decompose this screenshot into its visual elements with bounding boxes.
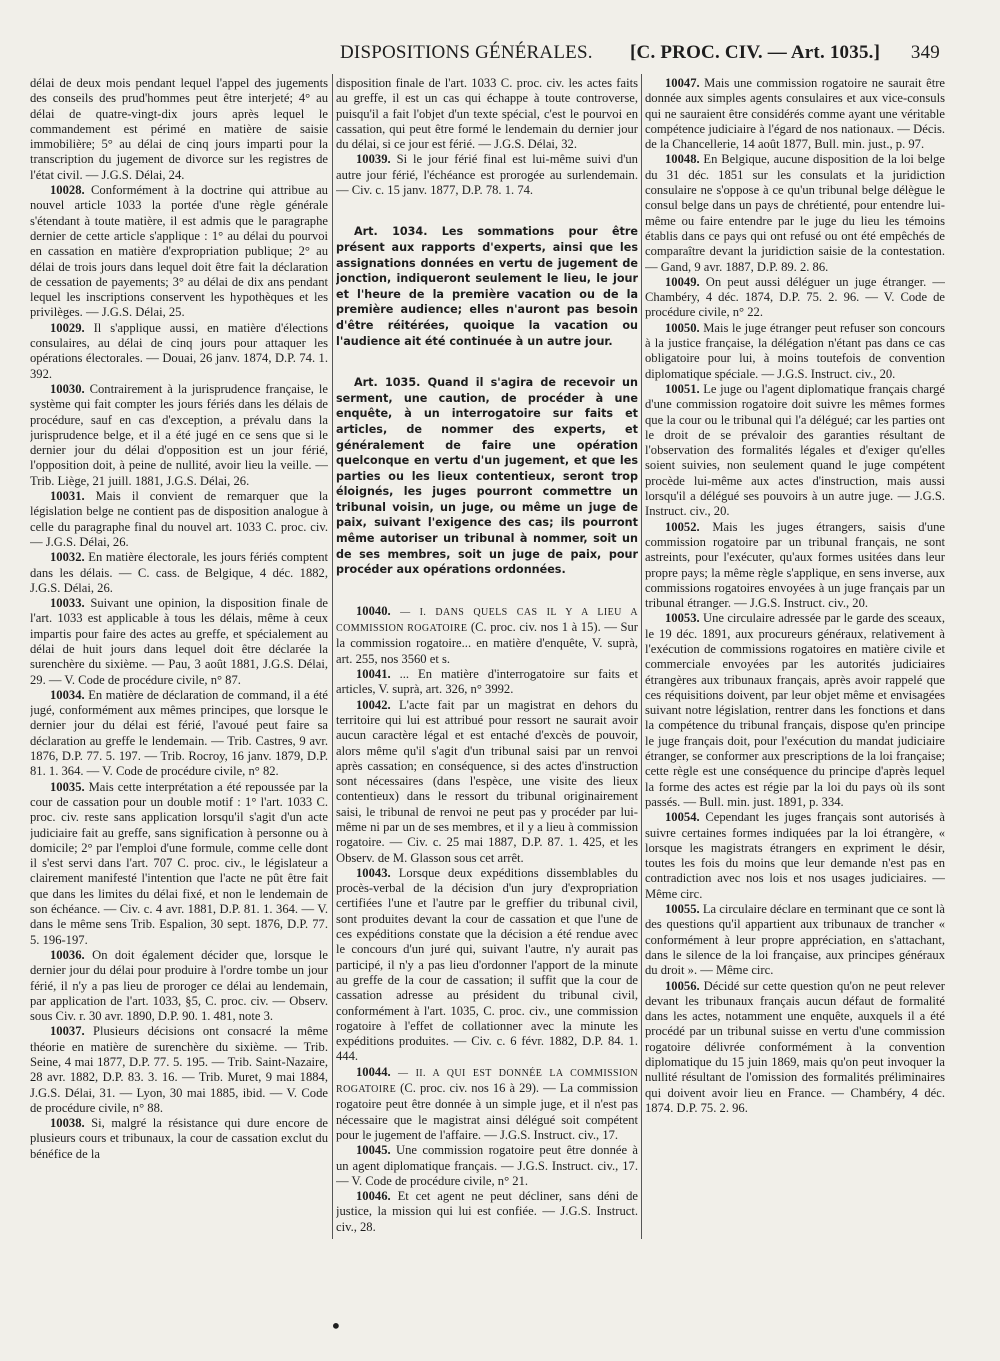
paragraph [336, 76, 638, 152]
paragraph [30, 688, 328, 780]
column-left [30, 76, 328, 1346]
paragraph [336, 866, 638, 1065]
paragraph-number: 10050. [665, 320, 700, 335]
paragraph-number: 10042. [356, 697, 391, 712]
paragraph-number: 10047. [665, 76, 700, 90]
paragraph-text: Décidé sur cette question qu'on ne peut relever devant les tribunaux français aucun défaut de formalité dans les actes, notamment une enquête, auxquels il a été procédé par un tribunal suisse en vertu d'une commission rogatoire délivrée conformément à la convention diplomatique du 15 juin 1869, mais qu'on peut invoquer la nullité résultant de l'omission des formalités préliminaires qui doivent avoir lieu en France. — Chambéry, 4 déc. 1874. D.P. 75. 2. 96. [645, 978, 945, 1115]
section-heading: — I. DANS QUELS CAS IL Y A LIEU A COMMISSION ROGATOIRE [336, 606, 638, 635]
paragraph [336, 1065, 638, 1143]
page-header [340, 38, 940, 68]
column-middle-top [336, 76, 638, 198]
paragraph-number: 10055. [665, 902, 700, 917]
paragraph-text: L'acte fait par un magistrat en dehors du territoire qui lui est attribué pour ressort ne saurait avoir aucun caractère légal et est entaché d'excès de pouvoir, alors même qu'il s'agit d'un tribunal saisi par un renvoi après cassation; en conséquence, si des actes d'instruction sont nécessaires (dans l'espèce, une visite des lieux contentieux) dans le ressort du tribunal originairement saisi, le tribunal de renvoi ne peut pas y procéder par lui-même ni par un de ses membres, et il y a lieu à commission rogatoire. — Civ. c. 25 mai 1887, D.P. 87. 1. 425, et les Observ. de M. Glasson sous cet arrêt. [336, 697, 638, 865]
paragraph [30, 489, 328, 550]
paragraph [645, 152, 945, 274]
paragraph-number: 10039. [356, 152, 391, 167]
paragraph [30, 1116, 328, 1162]
paragraph-text: Si, malgré la résistance qui dure encore de plusieurs cours et tribunaux, la cour de cassation exclut du bénéfice de la [30, 1116, 328, 1161]
paragraph-number: 10032. [50, 550, 85, 565]
paragraph-number: 10051. [665, 381, 700, 396]
article-1034: Art. 1034. Les sommations pour être présent aux rapports d'experts, ainsi que les assignations données en vertu de jugement de jonction, indiqueront seulement le lieu, le jour et l'heure de la première vacation ou de la première audience; elles n'auront pas besoin d'être réitérées, quoique la vacation ou l'audience ait été continuée à un autre jour. [336, 225, 638, 348]
paragraph [336, 152, 638, 198]
paragraph-text: Conformément à la doctrine qui attribue au nouvel article 1033 la portée d'une règle générale s'étendant à toute matière, il est admis que le paragraphe dernier de cette article s'applique : 1° au délai du pourvoi en cassation en matière d'expropriation publique; 2° au délai de trois jours dans lequel doit être fait la déclaration de cessation de payements; 3° au délai de dix ans pendant lequel les inscriptions conservent les hypothèques et les privilèges. — J.G.S. Délai, 25. [30, 183, 328, 320]
paragraph-text: Suivant une opinion, la disposition finale de l'art. 1033 est applicable à tous les délais, même à ceux impartis pour faire des actes au greffe, et spécialement au délai de huit jours dans lequel doit être déclarée la surenchère du sixième. — Pau, 3 août 1881, J.G.S. Délai, 29. — V. Code de procédure civile, n° 87. [30, 596, 328, 687]
paragraph [645, 275, 945, 321]
paragraph-number: 10056. [665, 978, 700, 993]
paragraph-text: On doit également décider que, lorsque le dernier jour du délai pour produire à l'ordre tombe un jour férié, il n'y a pas lieu de proroger ce délai au lendemain, par application de l'art. 1033, §5, C. proc. civ. — Observ. sous Civ. r. 30 avr. 1890, D.P. 90. 1. 481, note 3. [30, 947, 328, 1024]
paragraph [336, 1143, 638, 1189]
paragraph-text: Et cet agent ne peut décliner, sans déni de justice, la mission qui lui est confiée. — J.G.S. Instruct. civ., 28. [336, 1189, 638, 1234]
paragraph [645, 76, 945, 152]
paragraph-number: 10053. [665, 611, 700, 626]
article-reference: [C. PROC. CIV. — Art. 1035.] [630, 42, 881, 63]
paragraph-number: 10041. [356, 667, 391, 682]
paragraph-text: Plusieurs décisions ont consacré la même théorie en matière de surenchère du sixième. — Trib. Seine, 4 mai 1877, D.P. 77. 5. 195. — Trib. Saint-Nazaire, 28 avr. 1882, D.P. 83. 3. 16. — Trib. Muret, 9 mai 1884, J.G.S. Délai, 31. — Lyon, 30 mai 1885, ibid. — V. Code de procédure civile, n° 88. [30, 1024, 328, 1115]
paragraph-number: 10040. [356, 603, 391, 618]
paragraph [645, 902, 945, 978]
paragraph [30, 1024, 328, 1116]
paragraph-text: ... En matière d'interrogatoire sur faits et articles, V. suprà, art. 326, n° 3992. [336, 667, 638, 697]
column-middle [336, 76, 638, 1346]
paragraph-number: 10043. [356, 865, 391, 880]
paragraph-text: Si le jour férié final est lui-même suivi d'un autre jour férié, l'échéance est prorogée au surlendemain. — Civ. c. 15 janv. 1877, D.P. 78. 1. 74. [336, 152, 638, 198]
paragraph-text: Cependant les juges français sont autorisés à suivre certaines formes indiquées par la loi étrangère, « lorsque les magistrats étrangers en expriment le désir, toutes les fois du moins que leur demande n'est pas en contradiction avec nos lois et nos usages judiciaires. — Même circ. [645, 810, 945, 901]
paragraph-number: 10044. [356, 1064, 391, 1079]
paragraph [645, 979, 945, 1117]
paragraph-number: 10034. [50, 687, 85, 702]
paragraph [30, 596, 328, 688]
paragraph-text: délai de deux mois pendant lequel l'appel des jugements des conseils des prud'hommes peut être interjeté; 4° au délai de quatre-vingt-dix jours après lequel le commandement est périmé en matière de saisie immobilière; 5° au délai de cinq jours imparti pour la transcription du jugement de divorce sur les registres de l'état civil. — J.G.S. Délai, 24. [30, 76, 328, 182]
paragraph-number: 10033. [50, 596, 85, 611]
paragraph-text: Mais le juge étranger peut refuser son concours à la justice française, la délégation n'étant pas dans ce cas obligatoire pour lui, à moins toutefois de convention diplomatique spéciale. — J.G.S. Instruct. civ., 20. [645, 320, 945, 381]
paragraph-text: Contrairement à la jurisprudence française, le système qui fait compter les jours fériés dans les délais de procédure, sauf en cas d'exception, a prévalu dans la jurisprudence belge, et il a été jugé en ce sens que si le dernier jour du délai d'opposition est un jour férié, l'opposition doit, à peine de nullité, avoir lieu la veille. — Trib. Liège, 21 juill. 1881, J.G.S. Délai, 26. [30, 381, 328, 488]
paragraph [645, 520, 945, 612]
page-number: 349 [910, 42, 940, 63]
paragraph [645, 611, 945, 810]
paragraph-text: (C. proc. civ. nos 1 à 15). — Sur la commission rogatoire... en matière d'enquête, V. suprà, art. 255, nos 3560 et s. [336, 620, 638, 666]
paragraph [645, 382, 945, 520]
paragraph-text: On peut aussi déléguer un juge étranger. — Chambéry, 4 déc. 1874, D.P. 75. 2. 96. — V. Code de procédure civile, n° 22. [645, 274, 945, 320]
running-title: DISPOSITIONS GÉNÉRALES. [340, 42, 593, 63]
paragraph-text: La circulaire déclare en terminant que ce sont là des questions qu'il appartient aux tribunaux de trancher « conformément à leur propre appréciation, en s'attachant, dans le silence de la loi française, aux principes généraux du droit ». — Même circ. [645, 902, 945, 978]
paragraph-number: 10031. [50, 489, 85, 504]
paragraph [336, 698, 638, 866]
paragraph-number: 10036. [50, 947, 85, 962]
paragraph-text: disposition finale de l'art. 1033 C. proc. civ. les actes faits au greffe, il est un cas qui échappe à toute controverse, puisqu'il a fait l'objet d'un texte spécial, c'est le pourvoi en cassation, qui peut être formé le lendemain du dernier jour du délai, si ce jour est férié. — J.G.S. Délai, 32. [336, 76, 638, 152]
paragraph [30, 183, 328, 321]
paragraph-number: 10038. [50, 1116, 85, 1131]
paragraph [645, 810, 945, 902]
section-heading: — II. A QUI EST DONNÉE LA COMMISSION ROGATOIRE [336, 1067, 638, 1096]
paragraph [645, 321, 945, 382]
column-divider [641, 74, 642, 1239]
paragraph-number: 10045. [356, 1143, 391, 1158]
paragraph [30, 550, 328, 596]
paragraph [336, 667, 638, 698]
paragraph-text: En matière de déclaration de command, il a été jugé, conformément aux mêmes principes, que lorsque le dernier jour du délai est férié, l'avoué peut faire sa déclaration au greffe le lendemain. — Trib. Castres, 9 avr. 1876, D.P. 77. 5. 197. — Trib. Rocroy, 16 janv. 1879, D.P. 81. 1. 364. — V. Code de procédure civile, n° 82. [30, 687, 328, 779]
paragraph-number: 10029. [50, 320, 85, 335]
paragraph-text: Mais les juges étrangers, saisis d'une commission rogatoire par un tribunal français, ne sont astreints, pour l'exécuter, qu'aux formes usitées dans leur propre pays; la même règle s'applique, en sens inverse, aux commissions rogatoires envoyées à un juge français par un tribunal étranger. — J.G.S. Instruct. civ., 20. [645, 519, 945, 611]
paragraph [336, 1189, 638, 1235]
paragraph [30, 76, 328, 183]
column-middle-bottom [336, 604, 638, 1235]
paragraph-number: 10049. [665, 274, 700, 289]
paragraph-text: Mais une commission rogatoire ne saurait être donnée aux simples agents consulaires et aux vice-consuls qui ne sauraient être considérés comme ayant une véritable compétence judiciaire à l'égard de nos nationaux. — Décis. de la Chancellerie, 14 août 1877, Bull. min. just., p. 97. [645, 76, 945, 152]
paragraph-text: Il s'applique aussi, en matière d'élections consulaires, au délai de cinq jours pour attaquer les opérations électorales. — Douai, 26 janv. 1874, D.P. 74. 1. 392. [30, 320, 328, 381]
column-divider [332, 74, 333, 1239]
paragraph-number: 10046. [356, 1189, 391, 1204]
paragraph-text: En matière électorale, les jours fériés comptent dans les délais. — C. cass. de Belgique, 4 déc. 1882, J.G.S. Délai, 26. [30, 550, 328, 595]
paragraph-text: Lorsque deux expéditions dissemblables du procès-verbal de la décision d'un jury d'expropriation certifiées l'une et l'autre par le greffier du tribunal civil, sont produites devant la cour de cassation et que l'une de ces expéditions constate que la décision a été rendue avec le concours d'un juré qui, suivant l'autre, n'y aurait pas participé, il n'y a pas lieu d'ordonner l'apport de la minute au greffe de la cour de cassation; il suffit que la cour de cassation adresse au président du tribunal civil, conformément à l'art. 1035, C. proc. civ., une commission rogatoire à l'effet de collationner avec la minute les expéditions produites. — Civ. c. 6 févr. 1882, D.P. 84. 1. 444. [336, 865, 638, 1064]
paragraph-text: Mais il convient de remarquer que la législation belge ne contient pas de disposition analogue à celle du paragraphe final du nouvel art. 1033 C. proc. civ. — J.G.S. Délai, 26. [30, 489, 328, 549]
paragraph-number: 10052. [665, 519, 700, 534]
paragraph-text: Une circulaire adressée par le garde des sceaux, le 19 déc. 1891, aux procureurs généraux, relativement à l'exécution de commissions rogatoires en matière civile et commerciale envoyées par les autorités judiciaires étrangères aux tribunaux français, après avoir rappelé que ces réquisitions doivent, par leur objet même et envisagées suivant notre législation, rentrer dans les fonctions et dans la compétence du tribunal français, dispose qu'en principe le juge français doit, pour l'exécution du mandat judiciaire étranger, se conformer aux prescriptions de la loi française; cette règle est une conséquence du principe d'après lequel la forme des actes est régie par la loi du pays où ils sont passés. — Bull. min. just. 1891, p. 334. [645, 611, 945, 809]
paragraph-text: (C. proc. civ. nos 16 à 29). — La commission rogatoire peut être donnée à un simple juge, et il n'est pas nécessaire que le magistrat ainsi délégué soit compétent pour le jugement de l'affaire. — J.G.S. Instruct. civ., 17. [336, 1081, 638, 1142]
article-1035: Art. 1035. Quand il s'agira de recevoir un serment, une caution, de procéder à une enquête, à un interrogatoire sur faits et articles, de nommer des experts, et généralement de faire une opération quelconque en vertu d'un jugement, et que les parties ou les lieux contentieux, seront trop éloignés, les juges pourront commettre un tribunal voisin, un juge, ou même un juge de paix, suivant l'exigence des cas; ils pourront même autoriser un tribunal à nommer, soit un de ses membres, soit un juge de paix, pour procéder aux opérations ordonnées. [336, 376, 638, 577]
page-mark: • [330, 1314, 342, 1338]
paragraph [336, 604, 638, 667]
paragraph-number: 10035. [50, 779, 85, 794]
paragraph-number: 10030. [50, 381, 85, 396]
paragraph [30, 382, 328, 489]
paragraph-text: Le juge ou l'agent diplomatique français chargé d'une commission rogatoire doit suivre les mêmes formes que la cour ou le tribunal qui l'a délégué; car les parties ont le droit de se prévaloir des garanties résultant de l'observation des formalités légales et d'exiger qu'elles soient suivies, non seulement quand le juge compétent procède lui-même aux actes d'instruction, mais aussi lorsqu'il a délégué ses pouvoirs à un autre juge. — J.G.S. Instruct. civ., 20. [645, 381, 945, 519]
paragraph-number: 10028. [50, 183, 85, 198]
paragraph [30, 948, 328, 1024]
paragraph-text: En Belgique, aucune disposition de la loi belge du 31 déc. 1851 sur les consulats et la juridiction consulaire ne s'oppose à ce qu'un tribunal belge délègue le consul belge dans un pays de chrétienté, pour entendre lui-même ou faire entendre par le juge du lieu les témoins établis dans ce pays qui ont refusé ou ont été empêchés de comparaître devant la juridiction saisie de la contestation. — Gand, 9 avr. 1887, D.P. 89. 2. 86. [645, 152, 945, 274]
paragraph [30, 780, 328, 948]
paragraph [30, 321, 328, 382]
paragraph-text: Une commission rogatoire peut être donnée à un agent diplomatique français. — J.G.S. Instruct. civ., 17. — V. Code de procédure civile, n° 21. [336, 1143, 638, 1188]
paragraph-number: 10037. [50, 1024, 85, 1039]
paragraph-text: Mais cette interprétation a été repoussée par la cour de cassation pour un double motif : 1° l'art. 1033 C. proc. civ. reste sans application lorsqu'il s'agit d'un acte judiciaire fait au greffe, sans signification à personne ou à domicile; 2° par l'emploi d'une formule, comme celle dont il s'est servi dans l'art. 707 C. proc. civ., le législateur a clairement manifesté l'intention que l'acte ne pût être fait que dans les limites du délai fixé, et non le lendemain de son échéance. — Civ. c. 4 avr. 1881, D.P. 81. 1. 364. — V. dans le même sens Trib. Espalion, 30 sept. 1876, D.P. 77. 5. 196-197. [30, 779, 328, 947]
paragraph-number: 10054. [665, 810, 700, 825]
column-right [645, 76, 945, 1346]
paragraph-number: 10048. [665, 152, 700, 167]
